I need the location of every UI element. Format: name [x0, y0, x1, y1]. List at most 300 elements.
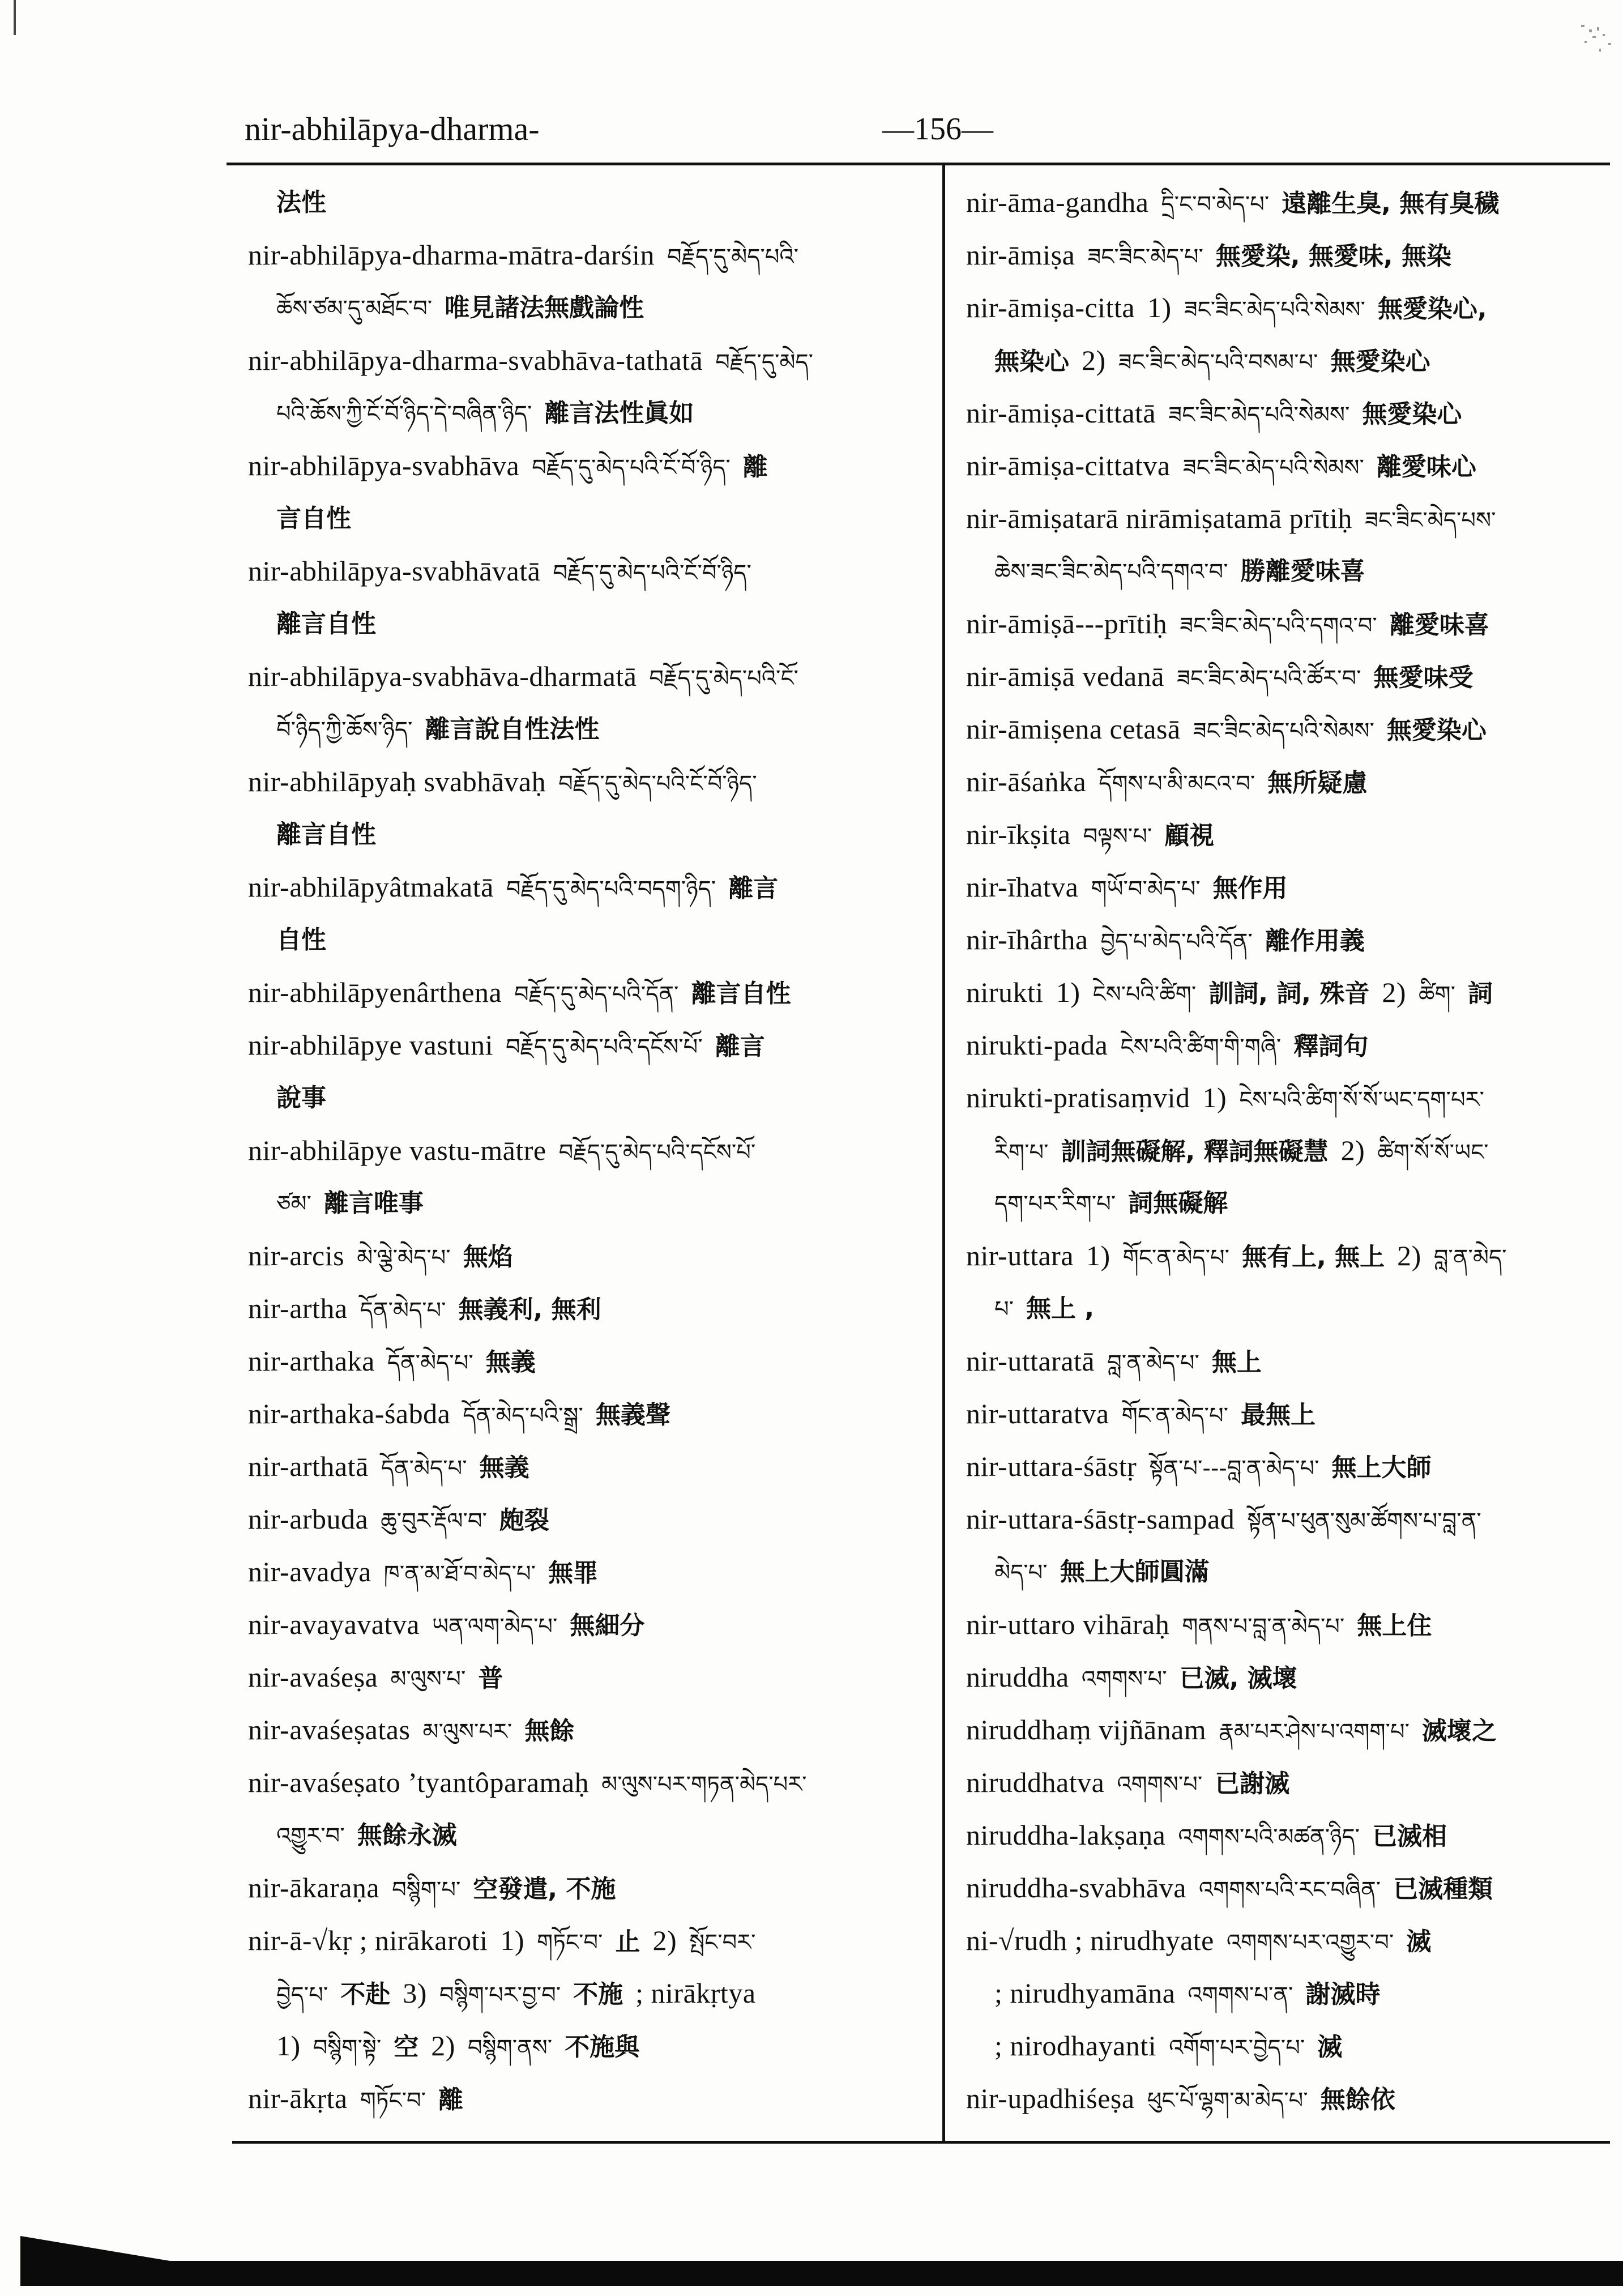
tibetan-equivalent: བརྗོད་དུ་མེད་ [715, 349, 814, 375]
headword: nir-arthaka-śabda [248, 1398, 451, 1429]
tibetan-equivalent: ཚིག་སོ་སོ་ཡང་ [1377, 1140, 1489, 1166]
headword: nir-āmiṣā---prītiḥ [966, 608, 1168, 639]
dictionary-entry [248, 176, 934, 229]
tibetan-equivalent: རིག་པ་ [994, 1140, 1049, 1166]
entry-line [966, 1598, 1618, 1651]
sense-number: 1) [276, 2030, 301, 2062]
headword: ; nirākṛtya [635, 1977, 756, 2009]
entry-line [248, 1388, 934, 1440]
chinese-equivalent: 離愛味喜 [1389, 611, 1489, 639]
dictionary-entry [966, 598, 1618, 650]
entry-line [248, 1756, 934, 1809]
tibetan-equivalent: གནས་པ་བླ་ན་མེད་པ་ [1182, 1614, 1345, 1640]
dictionary-entry [248, 966, 934, 1019]
headword: nir-abhilāpye vastu-mātre [248, 1134, 546, 1166]
headword: nir-uttaro vihāraḥ [966, 1608, 1170, 1640]
tibetan-equivalent: འགྱུར་བ་ [276, 1823, 345, 1849]
tibetan-equivalent: པའི་ཆོས་ཀྱི་ངོ་བོ་ཉིད་དེ་བཞིན་ཉིད་ [276, 401, 532, 427]
dictionary-entry [966, 1704, 1618, 1756]
chinese-equivalent: 唯見諸法無戲論性 [445, 293, 644, 322]
entry-continuation-line [248, 1177, 934, 1230]
entry-continuation-line [966, 1546, 1618, 1598]
headword: nir-uttara-śāstṛ-sampad [966, 1503, 1235, 1535]
tibetan-equivalent: བླ་ན་མེད་པ་ [1107, 1350, 1199, 1376]
entry-line [966, 650, 1618, 703]
tibetan-equivalent: གཏོང་བ་ [537, 1930, 603, 1956]
headword: nir-āśaṅka [966, 766, 1087, 797]
dictionary-entry [248, 1335, 934, 1388]
headword: nir-avaśeṣato ’tyantôparamaḥ [248, 1766, 590, 1798]
tibetan-equivalent: སྤོང་བར་ [689, 1930, 756, 1956]
chinese-equivalent: 無義 [485, 1348, 536, 1377]
chinese-equivalent: 無餘永滅 [357, 1821, 457, 1850]
entry-line [248, 229, 934, 281]
dictionary-entry [966, 861, 1618, 914]
chinese-equivalent: 無愛染心 [1330, 347, 1430, 376]
headword: niruddhaṃ vijñānam [966, 1714, 1207, 1746]
entry-continuation-line [248, 492, 934, 545]
entry-continuation-line [248, 598, 934, 650]
right-column [966, 176, 1618, 2125]
chinese-equivalent: 無上 , [1026, 1294, 1095, 1323]
chinese-equivalent: 無染心 [994, 347, 1069, 376]
dictionary-entry [966, 1335, 1618, 1388]
tibetan-equivalent: འགགས་པའི་རང་བཞིན་ [1198, 1877, 1381, 1903]
tibetan-equivalent: འགགས་པའི་མཚན་ཉིད་ [1178, 1824, 1360, 1850]
headword: nir-abhilāpya-svabhāvatā [248, 555, 541, 587]
chinese-equivalent: 已滅種類 [1393, 1875, 1493, 1904]
sense-number: 1) [1056, 976, 1080, 1008]
tibetan-equivalent: བླ་ན་མེད་ [1433, 1245, 1507, 1271]
tibetan-equivalent: ཟང་ཟིང་མེད་པའི་བསམ་པ་ [1118, 349, 1318, 375]
dictionary-entry [966, 281, 1618, 387]
headword: ; nirudhyamāna [994, 1977, 1176, 2009]
dictionary-entry [966, 1493, 1618, 1598]
headword: nir-avayavatva [248, 1608, 420, 1640]
tibetan-equivalent: དག་པར་རིག་པ་ [994, 1191, 1116, 1217]
dictionary-entry [248, 2072, 934, 2125]
dictionary-entry [248, 861, 934, 966]
entry-line [248, 1862, 934, 1914]
tibetan-equivalent: བརྗོད་དུ་མེད་པའི་ [667, 244, 798, 270]
tibetan-equivalent: བརྗོད་དུ་མེད་པའི་དངོས་པོ་ [506, 1034, 703, 1060]
chinese-equivalent: 不施與 [565, 2033, 640, 2062]
headword: nir-uttara [966, 1240, 1074, 1271]
dictionary-entry [248, 1651, 934, 1704]
dictionary-entry [966, 1914, 1618, 2072]
entry-line [248, 1335, 934, 1388]
dictionary-entry [966, 808, 1618, 861]
chinese-equivalent: 言自性 [276, 504, 351, 533]
dictionary-entry [966, 756, 1618, 808]
dictionary-entry [966, 176, 1618, 229]
entry-line [966, 2072, 1618, 2125]
tibetan-equivalent: བསྙིག་པར་བྱ་བ་ [439, 1982, 561, 2008]
entry-continuation-line [248, 808, 934, 861]
tibetan-equivalent: གོང་ན་མེད་པ་ [1122, 1245, 1230, 1271]
entry-continuation-line [248, 1967, 934, 2020]
chinese-equivalent: 空發遣, 不施 [473, 1875, 616, 1904]
entry-line [966, 1651, 1618, 1704]
dictionary-entry [248, 1756, 934, 1862]
entry-line [966, 281, 1618, 334]
chinese-equivalent: 離言 [715, 1032, 765, 1061]
chinese-equivalent: 無所疑慮 [1267, 769, 1368, 797]
chinese-equivalent: 無愛染心 [1362, 400, 1462, 429]
headword: nir-arbuda [248, 1503, 369, 1535]
entry-line [966, 176, 1618, 229]
chinese-equivalent: 離 [742, 453, 768, 481]
headword: nir-abhilāpya-svabhāva [248, 450, 520, 481]
dictionary-entry [248, 1230, 934, 1282]
chinese-equivalent: 離言唯事 [323, 1189, 424, 1218]
entry-continuation-line [248, 914, 934, 966]
chinese-equivalent: 離言自性 [276, 820, 376, 849]
dictionary-entry [966, 229, 1618, 281]
entry-line [966, 492, 1618, 545]
entry-line [966, 1756, 1618, 1809]
dictionary-entry [248, 650, 934, 756]
tibetan-equivalent: བསྙིག་པ་ [392, 1877, 461, 1903]
tibetan-equivalent: གཏོང་བ་ [360, 2088, 426, 2114]
dictionary-entry [248, 229, 934, 334]
headword: nir-īkṣita [966, 818, 1071, 850]
headword: nir-upadhiśeṣa [966, 2082, 1135, 2114]
dictionary-entry [248, 1598, 934, 1651]
entry-continuation-line [248, 387, 934, 439]
dictionary-entry [248, 439, 934, 545]
headword: nir-īhârtha [966, 924, 1088, 955]
entry-line [248, 650, 934, 703]
dictionary-entry [966, 439, 1618, 492]
header-rule [227, 163, 1610, 165]
headword: nir-āmiṣā vedanā [966, 660, 1164, 692]
tibetan-equivalent: མེ་ལྕེ་མེད་པ་ [357, 1245, 451, 1271]
entry-line [966, 1230, 1618, 1282]
entry-line [248, 1440, 934, 1493]
entry-line [966, 756, 1618, 808]
entry-line [966, 966, 1618, 1019]
entry-line [966, 703, 1618, 756]
entry-line [248, 861, 934, 914]
tibetan-equivalent: ཟང་ཟིང་མེད་པས་ [1364, 507, 1496, 534]
left-column [248, 176, 934, 2125]
entry-line [248, 334, 934, 387]
tibetan-equivalent: ཚིག་ [1418, 981, 1456, 1008]
entry-line [966, 1072, 1618, 1124]
headword: nir-ā-√kṛ ; nirākaroti [248, 1924, 488, 1956]
tibetan-equivalent: འགགས་པ་ [1081, 1666, 1167, 1692]
headword: nir-abhilāpya-dharma-svabhāva-tathatā [248, 344, 703, 376]
tibetan-equivalent: རྣམ་པར་ཤེས་པ་འགག་པ་ [1219, 1719, 1410, 1745]
entry-line [248, 1282, 934, 1335]
entry-continuation-line [966, 1967, 1618, 2020]
entry-line [248, 1704, 934, 1756]
tibetan-equivalent: ངེས་པའི་ཚིག་སོ་སོ་ཡང་དག་པར་ [1239, 1087, 1484, 1113]
chinese-equivalent: 不赴 [340, 1980, 391, 2009]
chinese-equivalent: 離作用義 [1265, 927, 1365, 955]
dictionary-entry [966, 1651, 1618, 1704]
chinese-equivalent: 謝滅時 [1305, 1980, 1381, 2009]
headword: nir-īhatva [966, 871, 1079, 903]
entry-line [248, 1230, 934, 1282]
tibetan-equivalent: ཡན་ལག་མེད་པ་ [432, 1614, 558, 1640]
tibetan-equivalent: འགོག་པར་བྱེད་པ་ [1169, 2035, 1305, 2061]
chinese-equivalent: 已謝滅 [1215, 1769, 1290, 1798]
headword: niruddha-svabhāva [966, 1872, 1186, 1904]
tibetan-equivalent: དོན་མེད་པ་ [381, 1456, 467, 1482]
headword: nir-artha [248, 1292, 348, 1324]
dictionary-entry [248, 1019, 934, 1124]
tibetan-equivalent: འགགས་པ་ [1117, 1772, 1203, 1798]
headword: nirukti-pratisaṃvid [966, 1082, 1190, 1113]
tibetan-equivalent: བརྗོད་དུ་མེད་པའི་ངོ་བོ་ཉིད་ [553, 560, 751, 586]
chinese-equivalent: 滅 [1317, 2033, 1343, 2062]
entry-line [248, 1546, 934, 1598]
headword: nir-abhilāpye vastuni [248, 1029, 493, 1061]
dictionary-entry [248, 1704, 934, 1756]
entry-continuation-line [966, 334, 1618, 387]
headword: nir-avaśeṣa [248, 1661, 378, 1693]
sense-number: 1) [1202, 1082, 1227, 1113]
headword: nir-abhilāpyâtmakatā [248, 871, 494, 903]
dictionary-entry [248, 545, 934, 650]
headword: nir-āmiṣena cetasā [966, 713, 1181, 745]
headword: nir-āmiṣatarā nirāmiṣatamā prītiḥ [966, 502, 1352, 534]
tibetan-equivalent: འགགས་པ་ན་ [1188, 1982, 1293, 2008]
tibetan-equivalent: མ་ལུས་པར་གཏན་མེད་པར་ [601, 1772, 807, 1798]
chinese-equivalent: 離言法性眞如 [544, 399, 694, 428]
entry-continuation-line [966, 1177, 1618, 1230]
entry-line [966, 387, 1618, 439]
tibetan-equivalent: དོན་མེད་པའི་སྒྲ་ [463, 1403, 583, 1429]
chinese-equivalent: 離 [438, 2085, 464, 2114]
dictionary-entry [248, 1388, 934, 1440]
entry-line [966, 598, 1618, 650]
sense-number: 1) [1086, 1240, 1111, 1271]
entry-line [966, 1440, 1618, 1493]
chinese-equivalent: 已滅相 [1372, 1822, 1447, 1851]
sense-number: 3) [403, 1977, 427, 2009]
headword: nir-avaśeṣatas [248, 1714, 411, 1746]
chinese-equivalent: 勝離愛味喜 [1240, 557, 1365, 586]
dictionary-entry [248, 1914, 934, 2072]
entry-line [966, 1335, 1618, 1388]
entry-continuation-line [248, 176, 934, 229]
chinese-equivalent: 詞 [1468, 979, 1493, 1008]
tibetan-equivalent: ཆུ་བུར་རྡོལ་བ་ [381, 1508, 487, 1534]
tibetan-equivalent: དོན་མེད་པ་ [387, 1350, 473, 1376]
headword: nir-uttaratā [966, 1345, 1095, 1377]
tibetan-equivalent: དོན་མེད་པ་ [360, 1298, 446, 1324]
tibetan-equivalent: དོགས་པ་མི་མངའ་བ་ [1099, 771, 1255, 797]
chinese-equivalent: 無義聲 [595, 1401, 670, 1429]
entry-line [966, 808, 1618, 861]
entry-continuation-line [966, 2020, 1618, 2072]
entry-line [248, 439, 934, 492]
headword: nirukti-pada [966, 1029, 1108, 1061]
chinese-equivalent: 無上 [1211, 1348, 1262, 1377]
chinese-equivalent: 離愛味心 [1376, 453, 1476, 481]
chinese-equivalent: 詞無礙解 [1128, 1189, 1228, 1218]
tibetan-equivalent: གཡོ་བ་མེད་པ་ [1091, 876, 1201, 902]
tibetan-equivalent: ཆེས་ཟང་ཟིང་མེད་པའི་དགའ་བ་ [994, 559, 1228, 585]
sense-number: 1) [500, 1924, 525, 1956]
headword: nir-ākṛta [248, 2082, 348, 2114]
entry-line [248, 1598, 934, 1651]
chinese-equivalent: 普 [478, 1664, 503, 1693]
tibetan-equivalent: ཟང་ཟིང་མེད་པའི་སེམས་ [1168, 402, 1350, 428]
dictionary-entry [966, 492, 1618, 598]
chinese-equivalent: 不施 [573, 1980, 623, 2009]
tibetan-equivalent: མེད་པ་ [994, 1560, 1048, 1586]
tibetan-equivalent: བྱེད་པ་ [276, 1982, 328, 2008]
dictionary-entry [966, 1019, 1618, 1072]
headword: nir-uttaratva [966, 1398, 1109, 1429]
scan-bottom-band [20, 2236, 1623, 2286]
dictionary-entry [966, 1072, 1618, 1230]
dictionary-entry [966, 1598, 1618, 1651]
headword: nir-āmiṣa [966, 239, 1075, 271]
page-number: —156— [882, 112, 993, 147]
dictionary-entry [966, 387, 1618, 439]
entry-line [248, 966, 934, 1019]
entry-line [966, 1809, 1618, 1862]
headword: ; nirodhayanti [994, 2030, 1157, 2062]
sense-number: 2) [1340, 1134, 1365, 1166]
tibetan-equivalent: ངེས་པའི་ཚིག་གི་གཞི་ [1120, 1034, 1282, 1060]
chinese-equivalent: 皰裂 [499, 1506, 549, 1535]
headword: nir-āma-gandha [966, 186, 1149, 218]
entry-continuation-line [248, 703, 934, 756]
chinese-equivalent: 離言自性 [276, 609, 376, 638]
entry-line [248, 1493, 934, 1546]
chinese-equivalent: 遠離生臭, 無有臭穢 [1282, 189, 1500, 218]
tibetan-equivalent: དྲི་ང་བ་མེད་པ་ [1161, 191, 1270, 217]
sense-number: 2) [1397, 1240, 1421, 1271]
entry-line [248, 1019, 934, 1072]
headword: nirukti [966, 976, 1044, 1008]
dictionary-entry [248, 334, 934, 439]
tibetan-equivalent: པ་ [994, 1296, 1014, 1322]
tibetan-equivalent: མ་ལུས་པར་ [422, 1719, 512, 1745]
tibetan-equivalent: བལྟས་པ་ [1083, 823, 1152, 850]
tibetan-equivalent: བརྗོད་དུ་མེད་པའི་བདག་ཉིད་ [506, 876, 716, 902]
headword: nir-uttara-śāstṛ [966, 1450, 1137, 1482]
entry-line [248, 1124, 934, 1177]
tibetan-equivalent: བསྙིག་སྟེ་ [313, 2035, 382, 2061]
headword: nir-ākaraṇa [248, 1872, 380, 1904]
tibetan-equivalent: ཟང་ཟིང་མེད་པའི་སེམས་ [1184, 297, 1365, 323]
dictionary-entry [966, 650, 1618, 703]
chinese-equivalent: 自性 [276, 925, 326, 954]
sense-number: 2) [652, 1924, 677, 1956]
running-head: nir-abhilāpya-dharma- [245, 110, 540, 147]
headword: nir-arthaka [248, 1345, 375, 1377]
entry-continuation-line [966, 545, 1618, 598]
footer-rule [232, 2141, 1610, 2144]
dictionary-entry [248, 756, 934, 861]
tibetan-equivalent: ཟང་ཟིང་མེད་པའི་སེམས་ [1193, 718, 1374, 744]
chinese-equivalent: 止 [615, 1927, 640, 1956]
dictionary-entry [966, 1809, 1618, 1862]
tibetan-equivalent: གོང་ན་མེད་པ་ [1121, 1403, 1228, 1429]
headword: nir-arcis [248, 1240, 345, 1271]
chinese-equivalent: 最無上 [1241, 1401, 1316, 1429]
tibetan-equivalent: སྟོན་པ་ཕུན་སུམ་ཚོགས་པ་བླ་ན་ [1247, 1508, 1481, 1534]
headword: niruddha [966, 1661, 1069, 1693]
headword: nir-āmiṣa-cittatva [966, 450, 1171, 481]
dictionary-entry [966, 966, 1618, 1019]
chinese-equivalent: 無義 [479, 1453, 529, 1482]
dictionary-entry [966, 1756, 1618, 1809]
headword: nir-avadya [248, 1556, 371, 1587]
chinese-equivalent: 無餘 [524, 1717, 575, 1746]
dictionary-entry [248, 1862, 934, 1914]
chinese-equivalent: 無愛染心 [1386, 716, 1487, 745]
chinese-equivalent: 無焰 [463, 1243, 513, 1271]
dictionary-entry [966, 2072, 1618, 2125]
tibetan-equivalent: ཟང་ཟིང་མེད་པའི་ཚོར་བ་ [1176, 665, 1361, 692]
headword: niruddha-lakṣaṇa [966, 1819, 1166, 1851]
entry-continuation-line [966, 1124, 1618, 1177]
dictionary-entry [966, 1388, 1618, 1440]
tibetan-equivalent: བསྙིག་ནས་ [467, 2035, 553, 2061]
chinese-equivalent: 無罪 [548, 1559, 599, 1587]
chinese-equivalent: 顧視 [1164, 821, 1215, 850]
headword: nir-āmiṣa-citta [966, 292, 1135, 323]
tibetan-equivalent: བརྗོད་དུ་མེད་པའི་དངོས་པོ་ [558, 1140, 756, 1166]
entry-line [966, 1914, 1618, 1967]
tibetan-equivalent: སྟོན་པ་---བླ་ན་མེད་པ་ [1149, 1456, 1319, 1482]
entry-line [248, 2072, 934, 2125]
tibetan-equivalent: ངེས་པའི་ཚིག་ [1092, 981, 1197, 1008]
scan-edge-mark [14, 0, 16, 35]
entry-continuation-line [966, 1282, 1618, 1335]
tibetan-equivalent: ཟང་ཟིང་མེད་པ་ [1087, 244, 1203, 270]
chinese-equivalent: 空 [394, 2033, 419, 2062]
headword: nir-abhilāpya-svabhāva-dharmatā [248, 660, 637, 692]
sense-number: 2) [431, 2030, 455, 2062]
dictionary-entry [966, 703, 1618, 756]
chinese-equivalent: 無愛味受 [1373, 663, 1473, 692]
chinese-equivalent: 訓詞無礙解, 釋詞無礙慧 [1061, 1137, 1329, 1166]
dictionary-entry [248, 1282, 934, 1335]
tibetan-equivalent: བརྗོད་དུ་མེད་པའི་དོན་ [514, 981, 679, 1008]
headword: nir-arthatā [248, 1450, 369, 1482]
sense-number: 1) [1147, 292, 1172, 323]
entry-line [966, 1388, 1618, 1440]
entry-line [966, 229, 1618, 281]
sense-number: 2) [1382, 976, 1406, 1008]
chinese-equivalent: 滅 [1406, 1927, 1432, 1956]
dictionary-entry [966, 914, 1618, 966]
chinese-equivalent: 說事 [276, 1083, 326, 1112]
chinese-equivalent: 無上住 [1357, 1611, 1432, 1640]
chinese-equivalent: 無義利, 無利 [458, 1295, 601, 1324]
headword: niruddhatva [966, 1766, 1105, 1798]
chinese-equivalent: 無細分 [570, 1611, 645, 1640]
dictionary-entry [248, 1124, 934, 1230]
chinese-equivalent: 無餘依 [1320, 2085, 1395, 2114]
dictionary-entry [966, 1862, 1618, 1914]
tibetan-equivalent: བོ་ཉིད་ཀྱི་ཆོས་ཉིད་ [276, 717, 413, 743]
headword: nir-abhilāpyaḥ svabhāvaḥ [248, 766, 546, 797]
chinese-equivalent: 無有上, 無上 [1242, 1243, 1385, 1271]
sense-number: 2) [1082, 344, 1106, 376]
tibetan-equivalent: ཟང་ཟིང་མེད་པའི་སེམས་ [1182, 455, 1364, 481]
tibetan-equivalent: འགགས་པར་འགྱུར་བ་ [1226, 1930, 1394, 1956]
